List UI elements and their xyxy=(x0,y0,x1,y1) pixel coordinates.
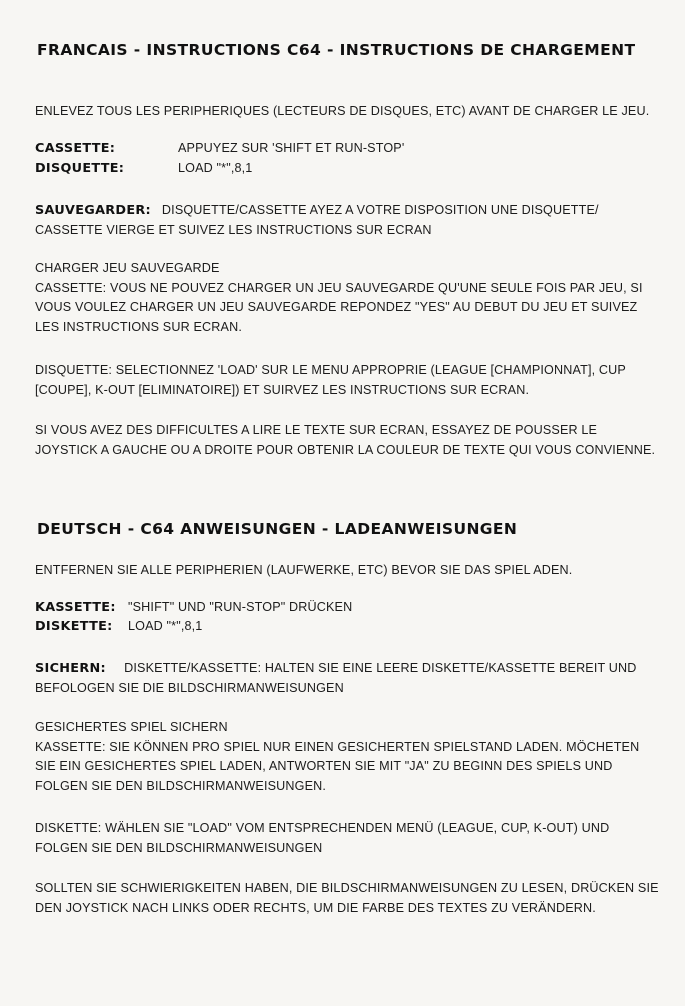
french-load-title: CHARGER JEU SAUVEGARDE xyxy=(35,261,220,275)
german-load-title: GESICHERTES SPIEL SICHERN xyxy=(35,720,228,734)
french-load-cassette: CASSETTE: VOUS NE POUVEZ CHARGER UN JEU SAUVEGARDE QU'UNE SEULE FOIS PAR JEU, SI VOUS VOULEZ CHARGER UN JEU SAUVEGARDE REPONDEZ "YES" AU DEBUT DU JEU ET SUIVEZ LES INSTRUCTIONS SUR ECRAN. xyxy=(35,280,643,334)
german-save-text: DISKETTE/KASSETTE: HALTEN SIE EINE LEERE DISKETTE/KASSETTE BEREIT UND BEFOLOGEN SIE DIE BILDSCHIRMANWEISUNGEN xyxy=(35,661,637,695)
french-load-disquette: DISQUETTE: SELECTIONNEZ 'LOAD' SUR LE MENU APPROPRIE (LEAGUE [CHAMPIONNAT], CUP [COUPE], K-OUT [ELIMINATOIRE]) ET SUIRVEZ LES INSTRUCTIONS SUR ECRAN. xyxy=(35,363,626,397)
german-load-block xyxy=(35,718,660,796)
german-load-diskette: DISKETTE: WÄHLEN SIE "LOAD" VOM ENTSPRECHENDEN MENÜ (LEAGUE, CUP, K-OUT) UND FOLGEN SIE DEN BILDSCHIRMANWEISUNGEN xyxy=(35,821,610,855)
german-difficulty: SOLLTEN SIE SCHWIERIGKEITEN HABEN, DIE BILDSCHIRMANWEISUNGEN ZU LESEN, DRÜCKEN SIE DEN JOYSTICK NACH LINKS ODER RECHTS, UM DIE FARBE DES TEXTES ZU VERÄNDERN. xyxy=(35,881,659,915)
french-save-label: SAUVEGARDER: xyxy=(35,203,151,218)
french-disquette-row xyxy=(35,159,660,178)
german-diskette-row xyxy=(35,617,660,636)
french-cassette-row xyxy=(35,139,660,158)
german-intro: ENTFERNEN SIE ALLE PERIPHERIEN (LAUFWERKE, ETC) BEVOR SIE DAS SPIEL ADEN. xyxy=(35,563,573,577)
german-diskette-label: DISKETTE: xyxy=(35,619,113,634)
french-intro: ENLEVEZ TOUS LES PERIPHERIQUES (LECTEURS DE DISQUES, ETC) AVANT DE CHARGER LE JEU. xyxy=(35,104,650,118)
french-disquette-value: LOAD "*",8,1 xyxy=(178,161,253,175)
german-kassette-row xyxy=(35,598,660,617)
german-diskette-value: LOAD "*",8,1 xyxy=(128,619,203,633)
french-heading: FRANCAIS - INSTRUCTIONS C64 - INSTRUCTIONS DE CHARGEMENT xyxy=(37,41,636,59)
french-difficulty: SI VOUS AVEZ DES DIFFICULTES A LIRE LE TEXTE SUR ECRAN, ESSAYEZ DE POUSSER LE JOYSTICK A GAUCHE OU A DROITE POUR OBTENIR LA COULEUR DE TEXTE QUI VOUS CONVIENNE. xyxy=(35,423,656,457)
french-disquette-label: DISQUETTE: xyxy=(35,161,125,176)
french-save-paragraph xyxy=(35,201,660,240)
german-save-label: SICHERN: xyxy=(35,661,106,676)
french-load-block xyxy=(35,259,660,337)
french-cassette-value: APPUYEZ SUR 'SHIFT ET RUN-STOP' xyxy=(178,141,405,155)
german-save-paragraph xyxy=(35,659,660,698)
german-kassette-value: "SHIFT" UND "RUN-STOP" DRÜCKEN xyxy=(128,600,353,614)
french-cassette-label: CASSETTE: xyxy=(35,141,116,156)
french-save-text: DISQUETTE/CASSETTE AYEZ A VOTRE DISPOSITION UNE DISQUETTE/ CASSETTE VIERGE ET SUIVEZ LES INSTRUCTIONS SUR ECRAN xyxy=(35,203,599,237)
german-load-kassette: KASSETTE: SIE KÖNNEN PRO SPIEL NUR EINEN GESICHERTEN SPIELSTAND LADEN. MÖCHETEN SIE EIN GESICHERTES SPIEL LADEN, ANTWORTEN SIE MIT "JA" ZU BEGINN DES SPIELS UND FOLGEN SIE DEN BILDSCHIRMANWEISUNGEN. xyxy=(35,739,640,793)
german-kassette-label: KASSETTE: xyxy=(35,600,116,615)
german-heading: DEUTSCH - C64 ANWEISUNGEN - LADEANWEISUNGEN xyxy=(37,520,518,538)
